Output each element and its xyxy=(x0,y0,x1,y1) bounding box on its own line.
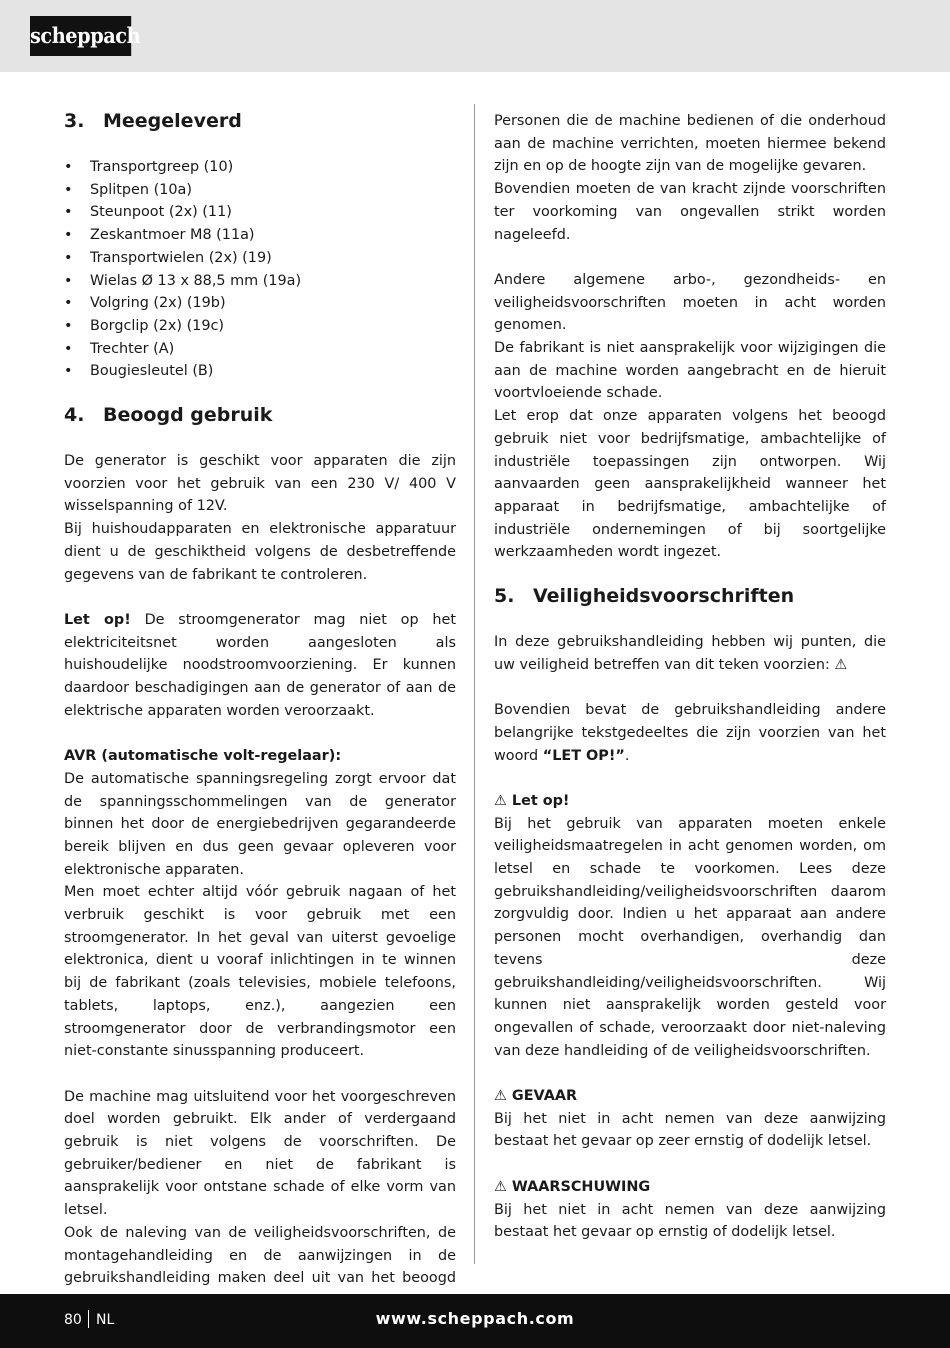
list-item: • Splitpen (10a) xyxy=(64,179,456,202)
scheppach-logo: scheppach xyxy=(30,16,131,56)
paragraph: Ook de naleving van de veiligheidsvoorschriften, de montagehandleiding en de aanwijzingen in de gebruikshandleiding maken deel uit van het beoogd xyxy=(64,1224,456,1287)
paragraph: Men moet echter altijd vóór gebruik nagaan of het verbruik geschikt is voor gebruik met een stroomgenerator. In het geval van uiterst gevoelige elektronica, dient u vooraf inlichtingen in te winnen bij de fabrikant (zoals televisies, mobiele telefoons, tablets, laptops, enz.), aangezien een stroomgenerator door de verbrandingsmotor een niet-constante sinusspanning produceert. xyxy=(64,884,456,1060)
column-divider xyxy=(474,104,475,1264)
paragraph: Andere algemene arbo-, gezondheids- en veiligheidsvoorschriften moeten in acht worden genomen. xyxy=(494,271,886,334)
page-footer xyxy=(0,1294,950,1348)
list-item: • Trechter (A) xyxy=(64,338,456,361)
language-code: NL xyxy=(96,1312,115,1328)
letop-label: Let op! xyxy=(64,611,131,628)
letop-paragraph: Let op! De stroomgenerator mag niet op het elektriciteitsnet worden aangesloten als huishoudelijke noodstroomvoorziening. Er kunnen daardoor beschadigingen aan de generator of aan de elektrische apparaten worden veroorzaakt. xyxy=(64,611,456,719)
list-item: • Steunpoot (2x) (11) xyxy=(64,201,456,224)
page-number: 80 xyxy=(64,1312,82,1328)
page-header xyxy=(0,0,950,72)
section-3-heading: 3. Meegeleverd xyxy=(64,110,242,132)
list-item: • Transportgreep (10) xyxy=(64,156,456,179)
list-item: • Zeskantmoer M8 (11a) xyxy=(64,224,456,247)
list-item: • Wielas Ø 13 x 88,5 mm (19a) xyxy=(64,270,456,293)
delivery-list xyxy=(64,156,456,383)
right-column xyxy=(494,110,886,1244)
paragraph: Bovendien moeten de van kracht zijnde voorschriften ter voorkoming van ongevallen strikt worden nageleefd. xyxy=(494,181,886,243)
list-item: • Volgring (2x) (19b) xyxy=(64,292,456,315)
avr-heading: AVR (automatische volt-regelaar): xyxy=(64,748,342,765)
paragraph: Bij huishoudapparaten en elektronische apparatuur dient u de geschiktheid volgens de desbetreffende gegevens van de fabrikant te controleren. xyxy=(64,521,456,583)
paragraph: Personen die de machine bedienen of die onderhoud aan de machine verrichten, moeten hiermee bekend zijn en op de hoogte zijn van de mogelijke gevaren. xyxy=(494,113,886,175)
paragraph: De machine mag uitsluitend voor het voorgeschreven doel worden gebruikt. Elk ander of verdergaand gebruik is niet volgens de voorschriften. De gebruiker/bediener en niet de fabrikant is aansprakelijk voor ontstane schade of elke vorm van letsel. xyxy=(64,1088,456,1219)
waarschuwing-warning-heading: ⚠ WAARSCHUWING xyxy=(494,1178,651,1195)
section-5-heading: 5. Veiligheidsvoorschriften xyxy=(494,585,795,608)
paragraph: Bovendien bevat de gebruikshandleiding andere belangrijke tekstgedeeltes die zijn voorzien van het woord “LET OP!”. xyxy=(494,702,886,764)
section-4-heading: 4. Beoogd gebruik xyxy=(64,404,273,427)
list-item: • Transportwielen (2x) (19) xyxy=(64,247,456,270)
website-link[interactable]: www.scheppach.com xyxy=(375,1309,575,1328)
letop-warning-heading: ⚠ Let op! xyxy=(494,792,570,809)
list-item: • Bougiesleutel (B) xyxy=(64,360,456,383)
gevaar-warning-heading: ⚠ GEVAAR xyxy=(494,1088,578,1105)
paragraph: Bij het niet in acht nemen van deze aanwijzing bestaat het gevaar op ernstig of dodelijk letsel. xyxy=(494,1201,886,1241)
paragraph: Bij het gebruik van apparaten moeten enkele veiligheidsmaatregelen in acht genomen worden, om letsel en schade te voorkomen. Lees deze gebruikshandleiding/veiligheidsvoorschriften daarom zorgvuldig door. Indien u het apparaat aan andere personen mocht overhandigen, overhandig dan tevens deze gebruikshandleiding/veiligheidsvoorschriften. Wij kunnen niet aansprakelijk worden gesteld voor ongevallen of schade, veroorzaakt door niet-naleving van deze handleiding of de veiligheidsvoorschriften. xyxy=(494,815,886,1059)
paragraph: Bij het niet in acht nemen van deze aanwijzing bestaat het gevaar op zeer ernstig of dodelijk letsel. xyxy=(494,1110,886,1150)
paragraph: Let erop dat onze apparaten volgens het beoogd gebruik niet voor bedrijfsmatige, ambachtelijke of industriële toepassingen zijn ontworpen. Wij aanvaarden geen aansprakelijkheid wanneer het apparaat in bedrijfsmatige, ambachtelijke of industriële ondernemingen of bij soortgelijke werkzaamheden wordt ingezet. xyxy=(494,408,886,561)
list-item: • Borgclip (2x) (19c) xyxy=(64,315,456,338)
paragraph: De generator is geschikt voor apparaten die zijn voorzien voor het gebruik van een 230 V/ 400 V wisselspanning of 12V. xyxy=(64,453,456,515)
paragraph: De automatische spanningsregeling zorgt ervoor dat de spanningsschommelingen van de generator binnen het door de energiebedrijven gegarandeerde bereik blijven en dus geen gevaar opleveren voor elektronische apparaten. xyxy=(64,770,456,878)
left-column xyxy=(64,110,456,1313)
paragraph: De fabrikant is niet aansprakelijk voor wijzigingen die aan de machine worden aangebracht en de hieruit voortvloeiende schade. xyxy=(494,340,886,402)
paragraph: In deze gebruikshandleiding hebben wij punten, die uw veiligheid betreffen van dit teken voorzien: ⚠ xyxy=(494,634,886,673)
